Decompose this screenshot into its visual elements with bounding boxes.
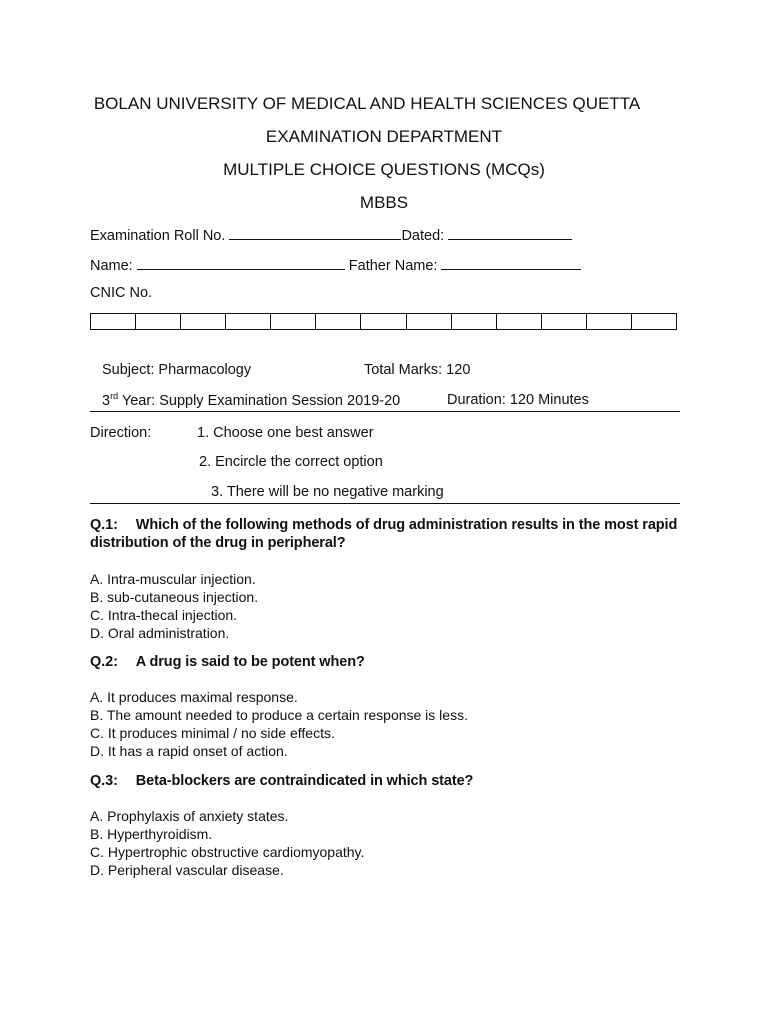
cnic-digit-box[interactable]	[271, 314, 316, 329]
subject-label: Subject: Pharmacology	[102, 362, 252, 378]
exam-type-title: MULTIPLE CHOICE QUESTIONS (MCQs)	[223, 160, 545, 179]
question-number: Q.1:	[90, 517, 118, 533]
question-3-options	[90, 807, 364, 879]
father-name-field[interactable]	[441, 255, 581, 270]
cnic-digit-box[interactable]	[497, 314, 542, 329]
question-1-options	[90, 570, 258, 642]
option-b[interactable]: B. The amount needed to produce a certain response is less.	[90, 707, 468, 723]
question-number: Q.3:	[90, 773, 118, 789]
direction-label: Direction:	[90, 425, 152, 441]
cnic-digit-box[interactable]	[407, 314, 452, 329]
year-suffix: rd	[110, 391, 119, 401]
question-text: Which of the following methods of drug administration results in the most rapid	[135, 517, 678, 533]
question-text: A drug is said to be potent when?	[135, 654, 365, 670]
department-title: EXAMINATION DEPARTMENT	[265, 127, 503, 146]
question-text: Beta-blockers are contraindicated in which state?	[135, 773, 474, 789]
option-c[interactable]: C. It produces minimal / no side effects.	[90, 725, 335, 741]
session-text: Year: Supply Examination Session 2019-20	[118, 392, 401, 409]
option-c[interactable]: C. Hypertrophic obstructive cardiomyopathy.	[90, 844, 365, 860]
program-title: MBBS	[359, 193, 409, 212]
option-a[interactable]: A. It produces maximal response.	[90, 689, 298, 705]
roll-no-field[interactable]	[229, 225, 401, 240]
roll-no-label: Examination Roll No.	[90, 228, 226, 244]
name-row	[90, 255, 581, 274]
question-2	[90, 654, 365, 670]
father-name-label: Father Name:	[348, 258, 438, 274]
session-label	[102, 391, 400, 409]
cnic-digit-box[interactable]	[181, 314, 226, 329]
dated-label: Dated:	[401, 228, 445, 244]
option-b[interactable]: B. sub-cutaneous injection.	[90, 589, 259, 605]
option-a[interactable]: A. Intra-muscular injection.	[90, 571, 256, 587]
cnic-digit-box[interactable]	[361, 314, 406, 329]
option-a[interactable]: A. Prophylaxis of anxiety states.	[90, 808, 289, 824]
year-number: 3	[102, 392, 111, 409]
duration-label: Duration: 120 Minutes	[447, 392, 589, 408]
question-1	[90, 517, 677, 533]
direction-item: 3. There will be no negative marking	[211, 484, 444, 500]
dated-field[interactable]	[448, 225, 572, 240]
question-1-text-cont: distribution of the drug in peripheral?	[90, 535, 346, 551]
cnic-digit-box[interactable]	[542, 314, 587, 329]
cnic-digit-box[interactable]	[226, 314, 271, 329]
roll-no-row	[90, 225, 572, 244]
cnic-label: CNIC No.	[90, 285, 153, 301]
direction-item: 2. Encircle the correct option	[199, 454, 383, 470]
direction-item: 1. Choose one best answer	[197, 425, 374, 441]
cnic-digit-box[interactable]	[632, 314, 676, 329]
total-marks-label: Total Marks: 120	[364, 362, 471, 378]
university-title: BOLAN UNIVERSITY OF MEDICAL AND HEALTH SCIENCES QUETTA	[93, 94, 641, 113]
cnic-digit-box[interactable]	[452, 314, 497, 329]
divider-top	[90, 411, 680, 412]
cnic-digit-box[interactable]	[587, 314, 632, 329]
name-field[interactable]	[137, 255, 345, 270]
name-label: Name:	[90, 258, 133, 274]
cnic-box-grid[interactable]	[90, 313, 677, 330]
question-number: Q.2:	[90, 654, 118, 670]
divider-bottom	[90, 503, 680, 504]
cnic-digit-box[interactable]	[316, 314, 361, 329]
option-d[interactable]: D. Peripheral vascular disease.	[90, 862, 284, 878]
cnic-digit-box[interactable]	[91, 314, 136, 329]
question-3	[90, 773, 473, 789]
option-b[interactable]: B. Hyperthyroidism.	[90, 826, 213, 842]
option-c[interactable]: C. Intra-thecal injection.	[90, 607, 238, 623]
option-d[interactable]: D. It has a rapid onset of action.	[90, 743, 288, 759]
cnic-digit-box[interactable]	[136, 314, 181, 329]
option-d[interactable]: D. Oral administration.	[90, 625, 230, 641]
question-2-options	[90, 688, 468, 760]
